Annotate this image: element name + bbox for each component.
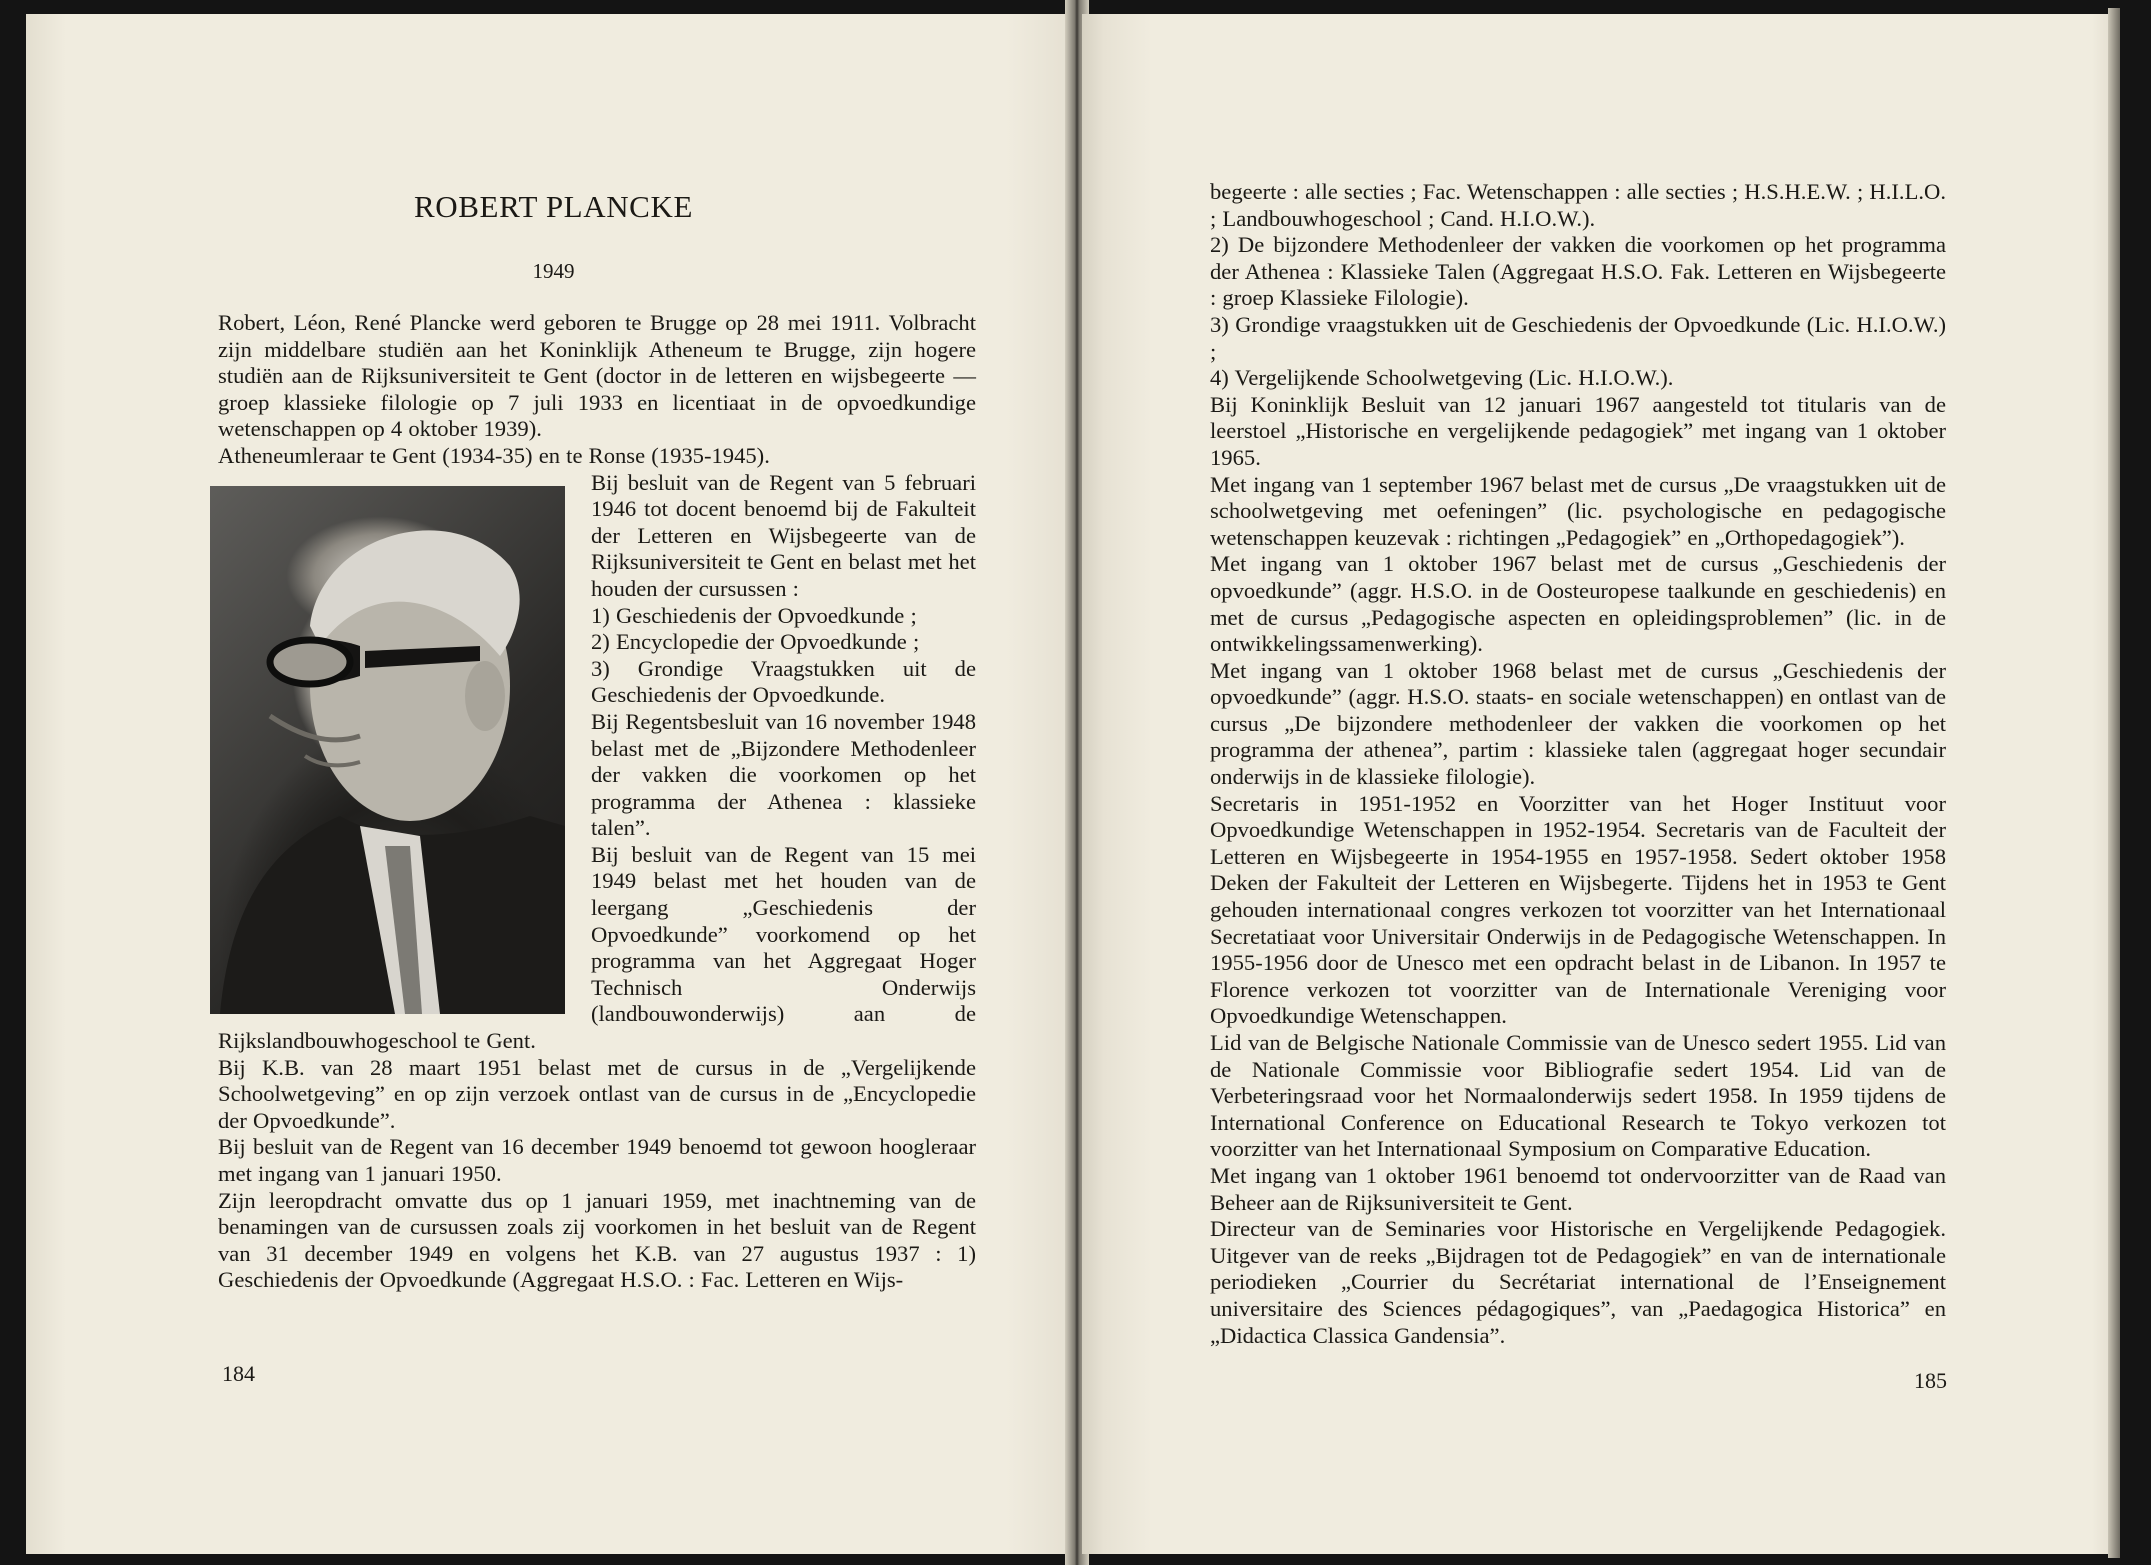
paragraph: 2) De bijzondere Methodenleer der vakken die voorkomen op het programma der Athenea : Klassieke Talen (Aggregaat H.S.O. Fak. Letteren en Wijsbegeerte : groep Klassieke Filologie).	[1210, 232, 1946, 311]
portrait-figure	[210, 486, 565, 1014]
page-edge	[2108, 8, 2120, 1558]
page-number: 185	[1914, 1368, 1947, 1393]
page-title: ROBERT PLANCKE	[414, 189, 693, 224]
paragraph: 4) Vergelijkende Schoolwetgeving (Lic. H.I.O.W.).	[1210, 365, 1674, 391]
left-page	[26, 14, 1081, 1554]
paragraph: Met ingang van 1 oktober 1968 belast met de cursus „Geschiedenis der opvoedkunde” (aggr. H.S.O. staats- en sociale wetenschappen) en ontlast van de cursus „De bijzondere methodenleer der vakken die voorkomen op het programma der athenea”, partim : klassieke talen (aggregaat hoger secundair onderwijs in de klassieke filologie).	[1210, 657, 1946, 790]
paragraph: Secretaris in 1951-1952 en Voorzitter van het Hoger Instituut voor Opvoedkundige Wetenschappen in 1952-1954. Secretaris van de Faculteit der Letteren en Wijsbegeerte in 1954-1955 en 1957-1958. Sedert oktober 1958 Deken der Fakulteit der Letteren en Wijsbegerte. Tijdens het in 1953 te Gent gehouden internationaal congres verkozen tot voorzitter van het Internationaal Secretatiaat voor Universitair Onderwijs in de Pedagogische Wetenschappen. In 1955-1956 door de Unesco met een opdracht belast in de Libanon. In 1957 te Florence verkozen tot voorzitter van de Internationale Vereniging voor Opvoedkundige Wetenschappen.	[1210, 790, 1946, 1029]
paragraph: Lid van de Belgische Nationale Commissie van de Unesco sedert 1955. Lid van de Nationale Commissie voor Bibliografie sedert 1954. Lid van de Verbeteringsraad voor het Normaalonderwijs sedert 1958. In 1959 tijdens de International Conference on Educational Research te Tokyo verkozen tot voorzitter van het Internationaal Symposium on Comparative Education.	[1210, 1030, 1946, 1162]
paragraph: 3) Grondige Vraagstukken uit de Geschiedenis der Opvoedkunde.	[591, 655, 976, 708]
paragraph: 3) Grondige vraagstukken uit de Geschiedenis der Opvoedkunde (Lic. H.I.O.W.) ;	[1210, 311, 1946, 364]
paragraph: Directeur van de Seminaries voor Historische en Vergelijkende Pedagogiek. Uitgever van de reeks „Bijdragen tot de Pedagogiek” en van de internationale periodieken „Courrier du Secrétariat international de l’Enseignement universitaire des Sciences pédagogiques”, van „Paedagogica Historica” en „Didactica Classica Gandensia”.	[1210, 1216, 1946, 1348]
right-page	[1082, 14, 2112, 1554]
paragraph: Bij besluit van de Regent van 15 mei 1949 belast met het houden van de leergang „Geschiedenis der Opvoedkunde” voorkomend op het programma van het Aggregaat Hoger Technisch Onderwijs (landbouwonderwijs) aan de Rijkslandbouwhogeschool te Gent.	[218, 841, 976, 1054]
paragraph: Met ingang van 1 oktober 1967 belast met de cursus „Geschiedenis der opvoedkunde” (aggr. H.S.O. in de Oosteuropese taalkunde en geschiedenis) en met de cursus „Pedagogische aspecten en opleidingsproblemen” (lic. in de ontwikkelingssamenwerking).	[1210, 551, 1946, 657]
paragraph: Atheneumleraar te Gent (1934-35) en te Ronse (1935-1945).	[218, 442, 770, 468]
page-number: 184	[222, 1361, 255, 1386]
right-body-text	[1210, 179, 1946, 1349]
paragraph: Bij Regentsbesluit van 16 november 1948 belast met de „Bijzondere Methodenleer der vakken die voorkomen op het programma der Athenea : klassieke talen”.	[591, 708, 976, 841]
portrait-photo	[210, 486, 565, 1014]
paragraph: 2) Encyclopedie der Opvoedkunde ;	[591, 629, 920, 655]
paragraph: Bij besluit van de Regent van 5 februari 1946 tot docent benoemd bij de Fakulteit der Letteren en Wijsbegeerte van de Rijksuniversiteit te Gent en belast met het houden der cursussen :	[591, 469, 976, 601]
paragraph: Bij besluit van de Regent van 16 december 1949 benoemd tot gewoon hoogleraar met ingang van 1 januari 1950.	[218, 1134, 976, 1186]
paragraph: Zijn leeropdracht omvatte dus op 1 januari 1959, met inachtneming van de benamingen van de cursussen zoals zij voorkomen in het besluit van de Regent van 31 december 1949 en volgens het K.B. van 27 augustus 1937 : 1) Geschiedenis der Opvoedkunde (Aggregaat H.S.O. : Fac. Letteren en Wijs-	[218, 1187, 976, 1293]
paragraph: Robert, Léon, René Plancke werd geboren te Brugge op 28 mei 1911. Volbracht zijn middelbare studiën aan het Koninklijk Atheneum te Brugge, zijn hogere studiën aan de Rijksuniversiteit te Gent (doctor in de letteren en wijsbegeerte — groep klassieke filologie op 7 juli 1933 en licentiaat in de opvoedkundige wetenschappen op 4 oktober 1939).	[218, 310, 976, 442]
left-body-text	[218, 310, 976, 1294]
year-heading: 1949	[532, 259, 575, 283]
paragraph: Bij Koninklijk Besluit van 12 januari 1967 aangesteld tot titularis van de leerstoel „Historische en vergelijkende pedagogiek” met ingang van 1 oktober 1965.	[1210, 391, 1946, 470]
paragraph: Met ingang van 1 oktober 1961 benoemd tot ondervoorzitter van de Raad van Beheer aan de Rijksuniversiteit te Gent.	[1210, 1162, 1946, 1215]
paragraph: 1) Geschiedenis der Opvoedkunde ;	[591, 602, 917, 628]
paragraph: Met ingang van 1 september 1967 belast met de cursus „De vraagstukken uit de schoolwetgeving met oefeningen” (lic. psychologische en pedagogische wetenschappen keuzevak : richtingen „Pedagogiek” en „Orthopedagogiek”).	[1210, 471, 1946, 550]
paragraph: Bij K.B. van 28 maart 1951 belast met de cursus in de „Vergelijkende Schoolwetgeving” en op zijn verzoek ontlast van de cursus in de „Encyclopedie der Opvoedkunde”.	[218, 1054, 976, 1133]
paragraph: begeerte : alle secties ; Fac. Wetenschappen : alle secties ; H.S.H.E.W. ; H.I.L.O. ; Landbouwhogeschool ; Cand. H.I.O.W.).	[1210, 179, 1946, 231]
